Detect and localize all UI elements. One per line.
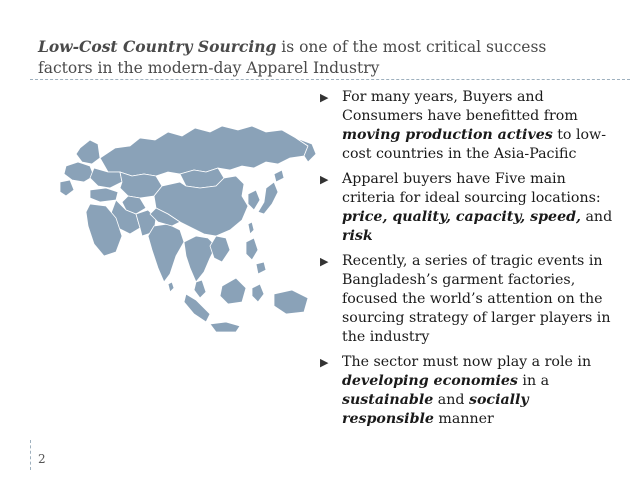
page-number: 2: [38, 452, 46, 466]
triangle-right-icon: ▶: [320, 173, 329, 186]
bullet-item: ▶ Apparel buyers have Five main criteria for ideal sourcing locations: price, quality, capacity, speed, and risk: [320, 171, 613, 244]
triangle-right-icon: ▶: [320, 255, 329, 268]
triangle-right-icon: ▶: [320, 356, 329, 369]
title-rest: is one of the most critical success factors in the modern-day Apparel Industry: [38, 38, 547, 77]
bullet-item: ▶ The sector must now play a role in developing economies in a sustainable and socially responsible manner: [320, 354, 592, 427]
asia-map-icon: [60, 118, 318, 338]
triangle-right-icon: ▶: [320, 91, 329, 104]
slide-title: [38, 36, 598, 79]
title-divider: [30, 79, 630, 80]
bullet-item: ▶ Recently, a series of tragic events in Bangladesh’s garment factories, focused the world’s attention on the sourcing strategy of larger players in the industry: [320, 253, 611, 345]
title-emphasis: Low-Cost Country Sourcing: [38, 37, 277, 56]
footer-divider: [30, 440, 32, 470]
bullet-list: [318, 88, 618, 435]
bullet-item: ▶ For many years, Buyers and Consumers have benefitted from moving production actives to low-cost countries in the Asia-Pacific: [320, 89, 606, 162]
